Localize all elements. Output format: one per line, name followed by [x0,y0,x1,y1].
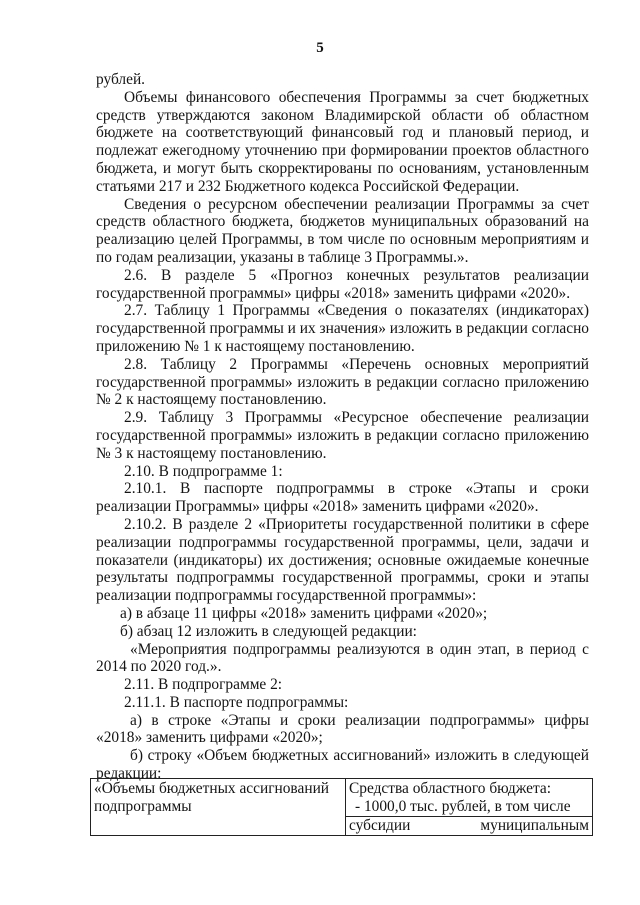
table-row [91,779,593,836]
document-body [96,71,589,783]
budget-table [90,778,593,836]
paragraph: «Мероприятия подпрограммы реализуются в один этап, в период с 2014 по 2020 год.». [96,640,589,676]
table-cell-line: «Объемы бюджетных ассигнований [94,780,330,797]
table-cell-line: субсидии муниципальным [349,816,589,834]
paragraph: б) строку «Объем бюджетных ассигнований» изложить в следующей редакции: [96,747,589,783]
page-number: 5 [316,40,324,56]
table-cell-line: подпрограммы [94,797,192,815]
paragraph: рублей. [96,71,146,88]
paragraph: 2.6. В разделе 5 «Прогноз конечных результатов реализации государственной программы» цифры «2018» заменить цифрами «2020». [96,266,589,302]
table-cell-left [91,779,346,836]
paragraph: 2.10. В подпрограмме 1: [124,462,283,480]
table-cell-right [346,779,593,836]
paragraph: а) в строке «Этапы и сроки реализации подпрограммы» цифры «2018» заменить цифрами «2020»; [96,711,589,747]
paragraph: 2.10.1. В паспорте подпрограммы в строке «Этапы и сроки реализации Программы» цифры «2018» заменить цифрами «2020». [96,480,589,516]
paragraph: б) абзац 12 изложить в следующей редакции: [120,622,417,640]
paragraph: 2.11.1. В паспорте подпрограммы: [124,693,349,711]
paragraph: 2.7. Таблицу 1 Программы «Сведения о показателях (индикаторах) государственной программы и их значения» изложить в редакции согласно приложению № 1 к настоящему постановлению. [96,302,589,355]
paragraph: Объемы финансового обеспечения Программы за счет бюджетных средств утверждаются законом Владимирской области об областном бюджете на соответствующий финансовый год и плановый период, и подлежат ежегодному уточнению при формировании проектов областного бюджета, и могут быть скорректированы по основаниям, установленным статьями 217 и 232 Бюджетного кодекса Российской Федерации. [96,88,589,195]
paragraph: Сведения о ресурсном обеспечении реализации Программы за счет средств областного бюджета, бюджетов муниципальных образований на реализацию целей Программы, в том числе по основным мероприятиям и по годам реализации, указаны в таблице 3 Программы.». [96,195,589,266]
paragraph: 2.8. Таблицу 2 Программы «Перечень основных мероприятий государственной программы» изложить в редакции согласно приложению № 2 к настоящему постановлению. [96,355,589,409]
paragraph: 2.11. В подпрограмме 2: [124,676,283,694]
paragraph: 2.10.2. В разделе 2 «Приоритеты государственной политики в сфере реализации подпрограммы государственной программы, цели, задачи и показатели (индикаторы) их достижения; основные ожидаемые конечные результаты подпрограммы государственной программы, сроки и этапы реализации подпрограммы государственной программы»: [96,515,589,605]
paragraph: а) в абзаце 11 цифры «2018» заменить цифрами «2020»; [120,604,488,622]
table-cell-line: - 1000,0 тыс. рублей, в том числе [346,798,592,817]
table-cell-line: Средства областного бюджета: [349,780,551,797]
paragraph: 2.9. Таблицу 3 Программы «Ресурсное обеспечение реализации государственной программы» изложить в редакции согласно приложению № 3 к настоящему постановлению. [96,409,589,462]
